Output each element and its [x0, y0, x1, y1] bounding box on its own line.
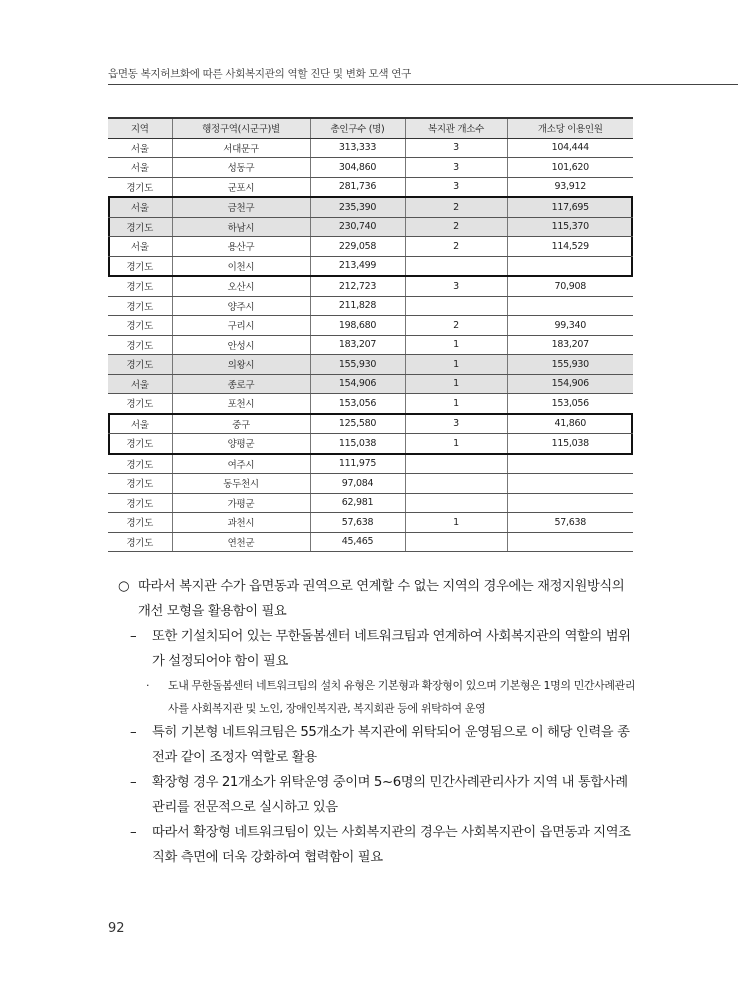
welfare-center-population-table — [108, 117, 633, 552]
cell-center-count — [405, 454, 507, 474]
table-row — [108, 276, 633, 296]
cell-region: 경기도 — [108, 474, 172, 494]
cell-region: 경기도 — [108, 256, 172, 276]
cell-center-count: 3 — [405, 414, 507, 434]
cell-population: 62,981 — [310, 493, 405, 513]
table-row — [108, 513, 633, 533]
cell-users-per-center: 153,056 — [507, 394, 633, 414]
cell-district: 군포시 — [172, 177, 310, 197]
paragraph-main — [118, 574, 636, 624]
cell-users-per-center — [507, 454, 633, 474]
cell-district: 의왕시 — [172, 355, 310, 375]
paragraph-text: 따라서 확장형 네트워크팀이 있는 사회복지관의 경우는 사회복지관이 읍면동과 지역조직화 측면에 더욱 강화하여 협력함이 필요 — [152, 825, 631, 865]
cell-center-count: 2 — [405, 217, 507, 237]
table-row — [108, 237, 633, 257]
cell-population: 97,084 — [310, 474, 405, 494]
cell-center-count: 1 — [405, 374, 507, 394]
dash-bullet-icon: – — [130, 629, 137, 644]
column-header-center-count: 복지관 개소수 — [405, 118, 507, 138]
paragraph-text: 또한 기설치되어 있는 무한돌봄센터 네트워크팀과 연계하여 사회복지관의 역할의 범위가 설정되어야 함이 필요 — [152, 629, 631, 669]
paragraph-text: 확장형 경우 21개소가 위탁운영 중이며 5~6명의 민간사례관리사가 지역 내 통합사례관리를 전문적으로 실시하고 있음 — [152, 775, 628, 815]
dash-bullet-icon: – — [130, 725, 137, 740]
cell-population: 211,828 — [310, 296, 405, 316]
table-row — [108, 454, 633, 474]
cell-users-per-center: 57,638 — [507, 513, 633, 533]
table-row — [108, 414, 633, 434]
circle-bullet-icon: ○ — [118, 579, 130, 594]
table-row — [108, 158, 633, 178]
cell-users-per-center — [507, 532, 633, 552]
dash-bullet-icon: – — [130, 825, 137, 840]
cell-center-count: 2 — [405, 316, 507, 336]
cell-users-per-center: 155,930 — [507, 355, 633, 375]
paragraph-text: 특히 기본형 네트워크팀은 55개소가 복지관에 위탁되어 운영됨으로 이 해당 인력을 종전과 같이 조정자 역할로 활용 — [152, 725, 630, 765]
cell-population: 230,740 — [310, 217, 405, 237]
cell-users-per-center: 115,370 — [507, 217, 633, 237]
population-table-container — [108, 117, 633, 552]
cell-population: 154,906 — [310, 374, 405, 394]
cell-district: 종로구 — [172, 374, 310, 394]
table-row — [108, 493, 633, 513]
cell-population: 281,736 — [310, 177, 405, 197]
cell-center-count — [405, 474, 507, 494]
cell-population: 115,038 — [310, 434, 405, 454]
cell-district: 용산구 — [172, 237, 310, 257]
cell-population: 313,333 — [310, 138, 405, 158]
cell-users-per-center — [507, 256, 633, 276]
cell-users-per-center: 115,038 — [507, 434, 633, 454]
cell-district: 여주시 — [172, 454, 310, 474]
cell-district: 가평군 — [172, 493, 310, 513]
table-row — [108, 296, 633, 316]
paragraph-sub — [124, 624, 636, 674]
running-header: 읍면동 복지허브화에 따른 사회복지관의 역할 진단 및 변화 모색 연구 — [108, 68, 411, 80]
cell-region: 서울 — [108, 237, 172, 257]
table-header-row — [108, 118, 633, 138]
cell-district: 구리시 — [172, 316, 310, 336]
cell-users-per-center: 41,860 — [507, 414, 633, 434]
cell-region: 경기도 — [108, 532, 172, 552]
cell-center-count — [405, 256, 507, 276]
paragraph-text: 따라서 복지관 수가 읍면동과 권역으로 연계할 수 없는 지역의 경우에는 재정지원방식의 개선 모형을 활용함이 필요 — [138, 579, 625, 619]
cell-users-per-center: 154,906 — [507, 374, 633, 394]
cell-center-count: 1 — [405, 434, 507, 454]
cell-region: 서울 — [108, 158, 172, 178]
cell-region: 경기도 — [108, 394, 172, 414]
cell-region: 경기도 — [108, 335, 172, 355]
cell-population: 235,390 — [310, 197, 405, 217]
cell-users-per-center: 117,695 — [507, 197, 633, 217]
paragraph-detail — [140, 674, 636, 720]
cell-region: 경기도 — [108, 296, 172, 316]
cell-district: 동두천시 — [172, 474, 310, 494]
cell-region: 서울 — [108, 138, 172, 158]
table-row — [108, 434, 633, 454]
cell-district: 하남시 — [172, 217, 310, 237]
cell-center-count — [405, 296, 507, 316]
cell-district: 이천시 — [172, 256, 310, 276]
cell-center-count: 3 — [405, 177, 507, 197]
table-row — [108, 197, 633, 217]
cell-district: 오산시 — [172, 276, 310, 296]
cell-users-per-center: 104,444 — [507, 138, 633, 158]
cell-region: 경기도 — [108, 434, 172, 454]
cell-population: 198,680 — [310, 316, 405, 336]
cell-users-per-center: 183,207 — [507, 335, 633, 355]
table-row — [108, 335, 633, 355]
paragraph-sub — [124, 820, 636, 870]
cell-center-count: 3 — [405, 276, 507, 296]
cell-users-per-center — [507, 296, 633, 316]
table-row — [108, 217, 633, 237]
cell-region: 경기도 — [108, 493, 172, 513]
cell-users-per-center — [507, 493, 633, 513]
cell-population: 125,580 — [310, 414, 405, 434]
cell-population: 213,499 — [310, 256, 405, 276]
header-rule — [108, 84, 738, 85]
page-number: 92 — [108, 921, 125, 936]
table-row — [108, 355, 633, 375]
cell-center-count: 3 — [405, 138, 507, 158]
cell-district: 중구 — [172, 414, 310, 434]
cell-region: 경기도 — [108, 217, 172, 237]
table-body — [108, 138, 633, 552]
cell-district: 금천구 — [172, 197, 310, 217]
paragraph-sub — [124, 770, 636, 820]
cell-region: 경기도 — [108, 513, 172, 533]
cell-district: 양평군 — [172, 434, 310, 454]
cell-region: 경기도 — [108, 276, 172, 296]
cell-population: 57,638 — [310, 513, 405, 533]
cell-population: 183,207 — [310, 335, 405, 355]
cell-population: 153,056 — [310, 394, 405, 414]
table-row — [108, 177, 633, 197]
cell-region: 서울 — [108, 197, 172, 217]
table-row — [108, 256, 633, 276]
column-header-users-per-center: 개소당 이용인원 — [507, 118, 633, 138]
cell-center-count: 1 — [405, 355, 507, 375]
cell-region: 경기도 — [108, 454, 172, 474]
cell-region: 경기도 — [108, 316, 172, 336]
cell-population: 229,058 — [310, 237, 405, 257]
table-row — [108, 394, 633, 414]
table-row — [108, 474, 633, 494]
cell-users-per-center: 101,620 — [507, 158, 633, 178]
cell-center-count — [405, 493, 507, 513]
cell-population: 111,975 — [310, 454, 405, 474]
table-row — [108, 316, 633, 336]
cell-center-count: 1 — [405, 513, 507, 533]
cell-users-per-center: 70,908 — [507, 276, 633, 296]
cell-population: 155,930 — [310, 355, 405, 375]
cell-center-count: 1 — [405, 394, 507, 414]
cell-district: 서대문구 — [172, 138, 310, 158]
cell-center-count — [405, 532, 507, 552]
cell-region: 경기도 — [108, 355, 172, 375]
cell-center-count: 2 — [405, 197, 507, 217]
cell-center-count: 1 — [405, 335, 507, 355]
cell-region: 서울 — [108, 414, 172, 434]
column-header-region: 지역 — [108, 118, 172, 138]
cell-population: 212,723 — [310, 276, 405, 296]
dash-bullet-icon: – — [130, 775, 137, 790]
cell-population: 45,465 — [310, 532, 405, 552]
column-header-population: 총인구수 (명) — [310, 118, 405, 138]
column-header-district: 행정구역(시군구)별 — [172, 118, 310, 138]
cell-center-count: 3 — [405, 158, 507, 178]
paragraph-sub — [124, 720, 636, 770]
cell-users-per-center: 114,529 — [507, 237, 633, 257]
cell-region: 서울 — [108, 374, 172, 394]
dot-bullet-icon: · — [146, 679, 150, 692]
cell-users-per-center: 93,912 — [507, 177, 633, 197]
cell-district: 과천시 — [172, 513, 310, 533]
cell-population: 304,860 — [310, 158, 405, 178]
table-row — [108, 532, 633, 552]
cell-users-per-center — [507, 474, 633, 494]
cell-district: 성동구 — [172, 158, 310, 178]
cell-users-per-center: 99,340 — [507, 316, 633, 336]
cell-district: 안성시 — [172, 335, 310, 355]
paragraph-text: 도내 무한돌봄센터 네트워크팀의 설치 유형은 기본형과 확장형이 있으며 기본형은 1명의 민간사례관리사를 사회복지관 및 노인, 장애인복지관, 복지회관 등에 위탁하여 운영 — [168, 679, 636, 715]
cell-region: 경기도 — [108, 177, 172, 197]
cell-center-count: 2 — [405, 237, 507, 257]
cell-district: 포천시 — [172, 394, 310, 414]
body-text — [118, 574, 636, 870]
cell-district: 연천군 — [172, 532, 310, 552]
table-row — [108, 374, 633, 394]
table-row — [108, 138, 633, 158]
cell-district: 양주시 — [172, 296, 310, 316]
